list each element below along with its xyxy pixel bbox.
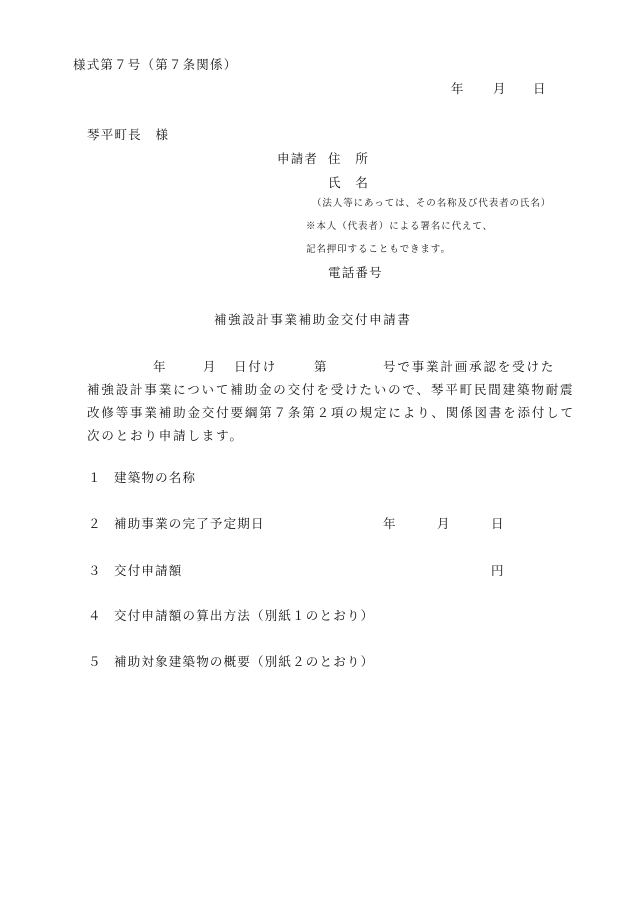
date-day: 日 (533, 81, 547, 96)
body-line3: 改修等事業補助金交付要綱第７条第２項の規定により、関係図書を添付して (87, 405, 575, 420)
item-3-unit: 円 (491, 563, 505, 578)
body-line4: 次のとおり申請します。 (87, 428, 244, 443)
item-2-number: ２ (88, 516, 102, 531)
item-1-number: １ (88, 470, 102, 485)
signature-note-1: ※本人（代表者）による署名に代えて、 (306, 221, 494, 232)
phone-label: 電話番号 (328, 265, 383, 280)
item-5-label: 補助対象建築物の概要（別紙２のとおり） (114, 654, 375, 669)
body-number-prefix: 第 (314, 359, 329, 374)
item-2-month: 月 (437, 516, 451, 531)
item-4-label: 交付申請額の算出方法（別紙１のとおり） (114, 608, 375, 623)
body-line2: 補強設計事業について補助金の交付を受けたいので、琴平町民間建築物耐震 (87, 382, 575, 397)
item-5-number: ５ (88, 654, 102, 669)
document-title: 補強設計事業補助金交付申請書 (214, 312, 412, 327)
body-line1-rest: 号で事業計画承認を受けた (383, 359, 556, 374)
item-4-number: ４ (88, 608, 102, 623)
item-2-year: 年 (383, 516, 397, 531)
date-month: 月 (493, 81, 507, 96)
item-3-number: ３ (88, 563, 102, 578)
item-2-day: 日 (491, 516, 505, 531)
body-month: 月 (203, 359, 218, 374)
corporate-note: （法人等にあっては、その名称及び代表者の氏名） (312, 198, 552, 209)
item-1-label: 建築物の名称 (114, 470, 197, 485)
applicant-name-label: 氏 名 (328, 175, 370, 190)
applicant-address-label: 住 所 (328, 151, 370, 166)
applicant-role-label: 申請者 (277, 151, 319, 166)
addressee: 琴平町長 様 (87, 127, 170, 142)
form-reference: 様式第７号（第７条関係） (73, 57, 238, 72)
date-year: 年 (451, 81, 465, 96)
item-3-label: 交付申請額 (114, 563, 183, 578)
body-dated: 日付け (234, 359, 278, 374)
signature-note-2: 記名押印することもできます。 (306, 244, 451, 255)
item-2-label: 補助事業の完了予定期日 (114, 516, 265, 531)
body-year: 年 (153, 359, 168, 374)
